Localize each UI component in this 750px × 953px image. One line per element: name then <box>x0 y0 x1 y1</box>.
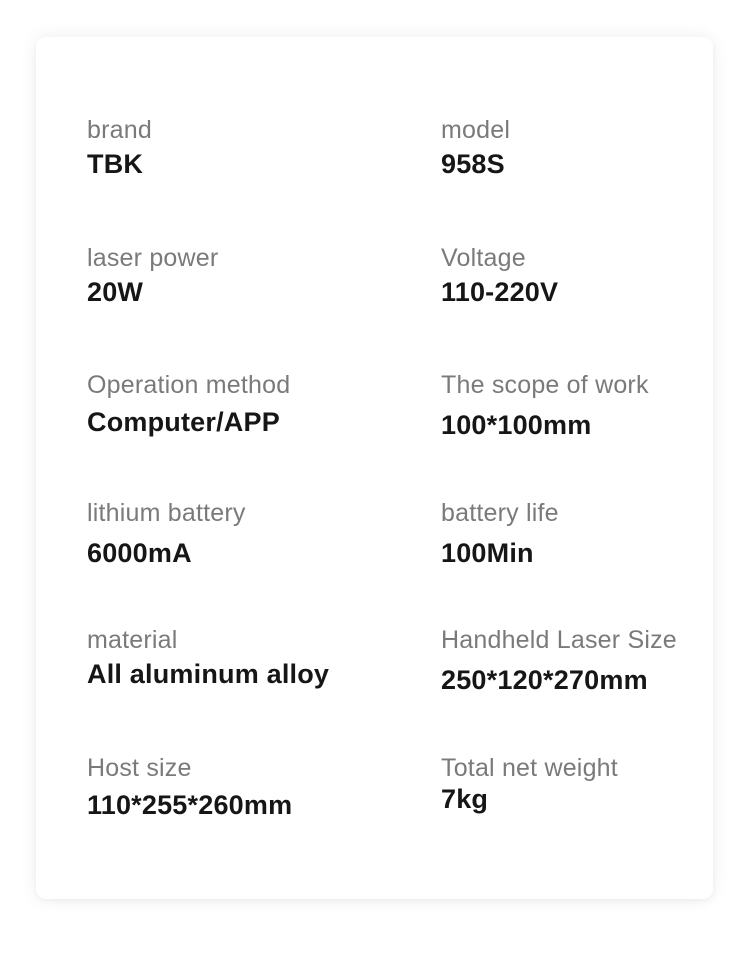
spec-lithium-battery <box>87 498 387 569</box>
spec-value: 958S <box>441 149 505 179</box>
spec-label: The scope of work <box>441 371 649 399</box>
spec-brand <box>87 115 387 180</box>
spec-label: battery life <box>441 499 559 527</box>
spec-value: 110*255*260mm <box>87 790 293 820</box>
spec-value: 110-220V <box>441 277 559 307</box>
spec-value: 20W <box>87 277 144 307</box>
spec-operation-method <box>87 370 387 438</box>
spec-value: All aluminum alloy <box>87 659 330 689</box>
spec-label: lithium battery <box>87 499 246 527</box>
spec-value: Computer/APP <box>87 407 280 437</box>
spec-label: Host size <box>87 754 192 782</box>
spec-battery-life <box>441 498 741 569</box>
spec-voltage <box>441 243 741 308</box>
spec-material <box>87 625 387 690</box>
spec-value: 100*100mm <box>441 410 592 440</box>
spec-label: laser power <box>87 244 219 272</box>
spec-host-size <box>87 753 387 821</box>
spec-value: TBK <box>87 149 144 179</box>
spec-value: 250*120*270mm <box>441 665 648 695</box>
spec-label: material <box>87 626 178 654</box>
spec-value: 6000mA <box>87 538 192 568</box>
spec-total-net-weight <box>441 753 741 815</box>
spec-laser-power <box>87 243 387 308</box>
spec-scope-of-work <box>441 370 741 441</box>
spec-card <box>36 37 713 899</box>
spec-label: Handheld Laser Size <box>441 626 677 654</box>
spec-label: Voltage <box>441 244 526 272</box>
spec-value: 7kg <box>441 784 489 814</box>
spec-label: Operation method <box>87 371 291 399</box>
spec-model <box>441 115 741 180</box>
spec-label: brand <box>87 116 152 144</box>
spec-label: model <box>441 116 511 144</box>
spec-value: 100Min <box>441 538 534 568</box>
spec-label: Total net weight <box>441 754 618 782</box>
spec-handheld-laser-size <box>441 625 741 696</box>
